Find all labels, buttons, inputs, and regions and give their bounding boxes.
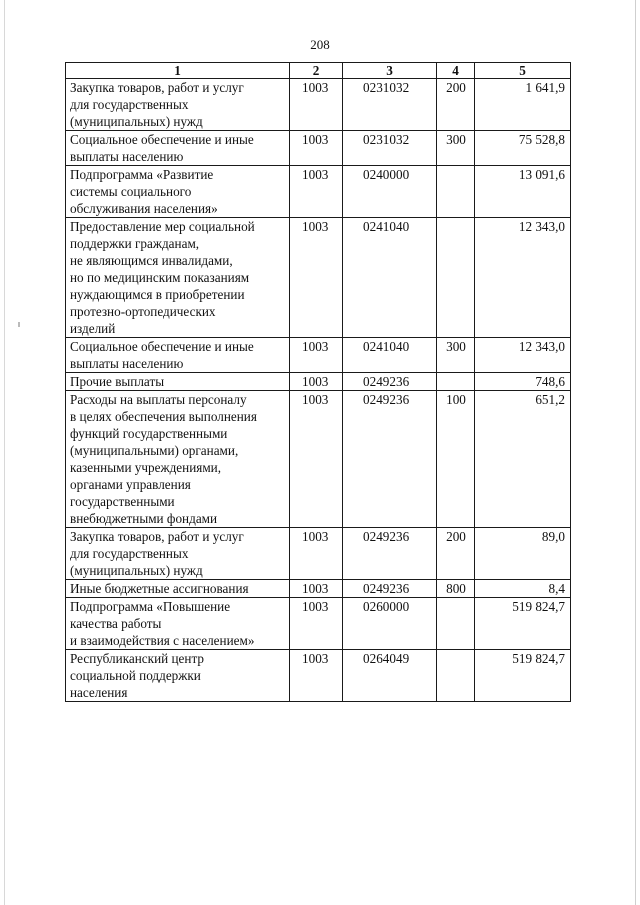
row-name: Закупка товаров, работ и услуг для государственных (муниципальных) нужд (66, 79, 290, 131)
row-amount: 89,0 (475, 528, 571, 580)
row-type (437, 650, 475, 702)
row-amount: 8,4 (475, 580, 571, 598)
row-type (437, 373, 475, 391)
row-name: Закупка товаров, работ и услуг для государственных (муниципальных) нужд (66, 528, 290, 580)
row-amount: 519 824,7 (475, 598, 571, 650)
row-section: 1003 (290, 338, 343, 373)
row-section: 1003 (290, 650, 343, 702)
row-amount: 12 343,0 (475, 218, 571, 338)
scan-edge-left (4, 0, 5, 905)
row-name: Расходы на выплаты персоналу в целях обеспечения выполнения функций государственными (муниципальными) органами, казенными учреждениями, органами управления государственными внебюджетными фондами (66, 391, 290, 528)
row-name: Подпрограмма «Развитие системы социального обслуживания населения» (66, 166, 290, 218)
row-name: Прочие выплаты (66, 373, 290, 391)
row-type (437, 598, 475, 650)
table-row (66, 650, 571, 702)
row-target: 0249236 (343, 391, 437, 528)
row-amount: 651,2 (475, 391, 571, 528)
row-section: 1003 (290, 79, 343, 131)
row-type: 300 (437, 338, 475, 373)
row-type (437, 218, 475, 338)
row-amount: 519 824,7 (475, 650, 571, 702)
row-target: 0260000 (343, 598, 437, 650)
row-section: 1003 (290, 391, 343, 528)
row-name: Социальное обеспечение и иные выплаты населению (66, 131, 290, 166)
row-type: 200 (437, 79, 475, 131)
budget-table (65, 62, 571, 702)
row-type: 800 (437, 580, 475, 598)
table-row (66, 166, 571, 218)
row-target: 0249236 (343, 528, 437, 580)
table-row (66, 131, 571, 166)
column-header-3: 3 (343, 63, 437, 79)
column-header-2: 2 (290, 63, 343, 79)
row-target: 0249236 (343, 373, 437, 391)
table-row (66, 338, 571, 373)
row-name: Иные бюджетные ассигнования (66, 580, 290, 598)
row-amount: 1 641,9 (475, 79, 571, 131)
row-target: 0240000 (343, 166, 437, 218)
table-row (66, 218, 571, 338)
table-row (66, 580, 571, 598)
row-type: 200 (437, 528, 475, 580)
row-section: 1003 (290, 528, 343, 580)
row-type (437, 166, 475, 218)
column-header-1: 1 (66, 63, 290, 79)
row-section: 1003 (290, 166, 343, 218)
row-target: 0231032 (343, 131, 437, 166)
row-type: 300 (437, 131, 475, 166)
scan-speck (18, 322, 20, 327)
row-name: Предоставление мер социальной поддержки гражданам, не являющимся инвалидами, но по медицинским показаниям нуждающимся в приобретении протезно-ортопедических изделий (66, 218, 290, 338)
row-name: Социальное обеспечение и иные выплаты населению (66, 338, 290, 373)
row-section: 1003 (290, 598, 343, 650)
row-amount: 13 091,6 (475, 166, 571, 218)
row-target: 0249236 (343, 580, 437, 598)
table-header-row (66, 63, 571, 79)
row-amount: 748,6 (475, 373, 571, 391)
table-row (66, 528, 571, 580)
column-header-4: 4 (437, 63, 475, 79)
page-number: 208 (310, 37, 330, 52)
table-row (66, 391, 571, 528)
row-section: 1003 (290, 131, 343, 166)
row-amount: 75 528,8 (475, 131, 571, 166)
row-type: 100 (437, 391, 475, 528)
table-row (66, 79, 571, 131)
row-section: 1003 (290, 373, 343, 391)
table-row (66, 373, 571, 391)
row-section: 1003 (290, 580, 343, 598)
column-header-5: 5 (475, 63, 571, 79)
row-target: 0264049 (343, 650, 437, 702)
scan-edge-right (635, 0, 636, 905)
table-row (66, 598, 571, 650)
row-target: 0231032 (343, 79, 437, 131)
row-name: Подпрограмма «Повышение качества работы и взаимодействия с населением» (66, 598, 290, 650)
row-target: 0241040 (343, 338, 437, 373)
row-amount: 12 343,0 (475, 338, 571, 373)
row-name: Республиканский центр социальной поддержки населения (66, 650, 290, 702)
row-target: 0241040 (343, 218, 437, 338)
row-section: 1003 (290, 218, 343, 338)
